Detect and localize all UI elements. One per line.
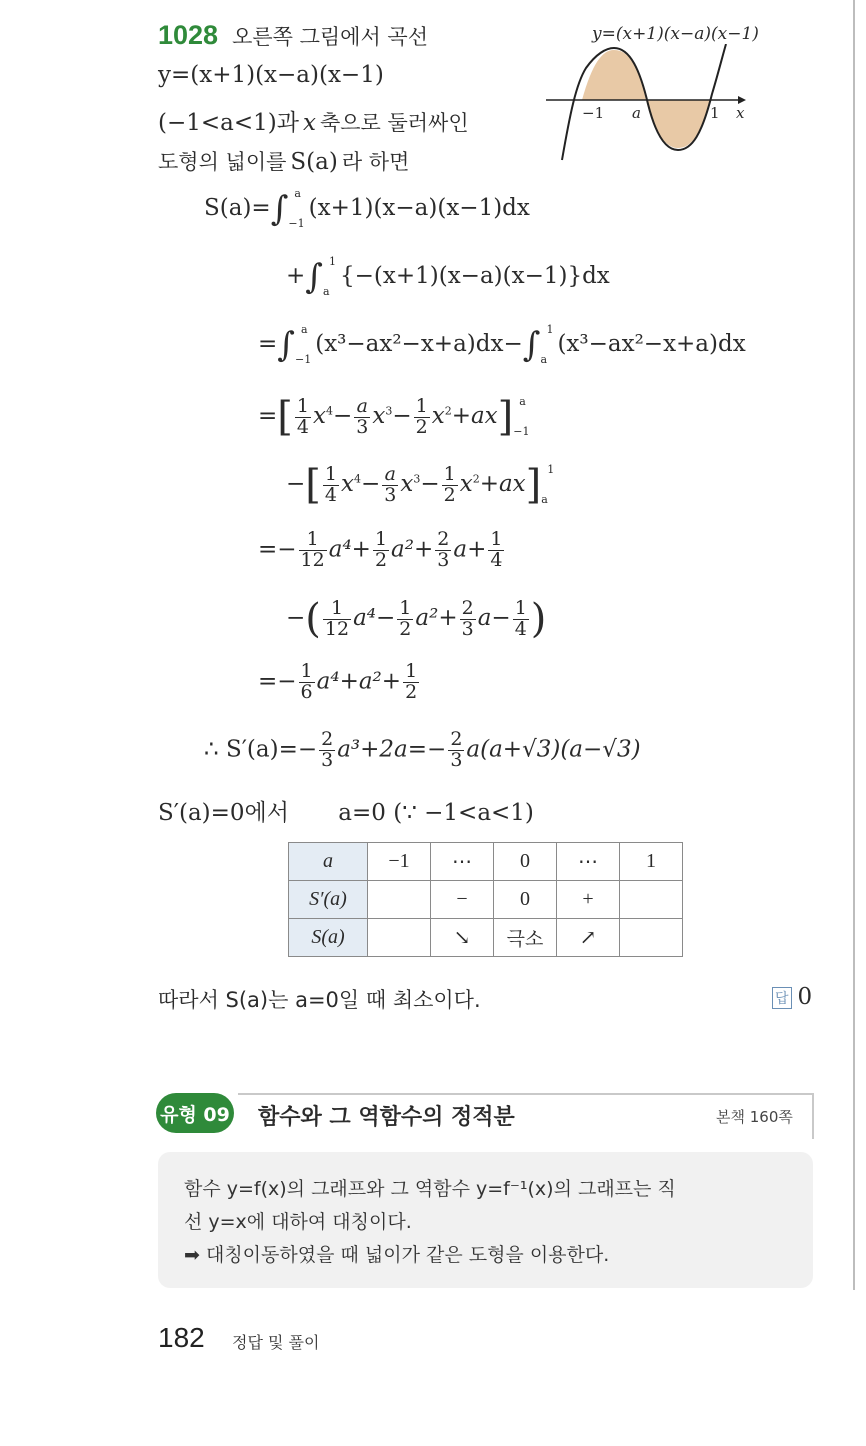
problem-x-var: x — [302, 110, 316, 136]
graph-label-x: x — [736, 104, 745, 122]
solution-line-2 — [286, 256, 610, 298]
integral-body-2: {−(x+1)(x−a)(x−1)}dx — [340, 263, 610, 290]
table-cell: − — [431, 881, 494, 919]
table-cell: ↘ — [431, 919, 494, 957]
type-badge: 유형 09 — [156, 1093, 234, 1133]
integral-body-1: (x+1)(x−a)(x−1)dx — [308, 195, 530, 222]
graph-label-1: 1 — [710, 104, 720, 122]
fraction: $\frac{1}{4}$ — [296, 394, 309, 438]
table-row — [289, 919, 683, 957]
fraction: $\frac{1}{2}$ — [415, 394, 428, 438]
conclusion: 따라서 S(a)는 a=0일 때 최소이다. — [158, 988, 481, 1012]
area-region-right — [646, 100, 710, 148]
table-cell — [620, 919, 683, 957]
integral-sign: ∫ — [277, 325, 295, 366]
table-cell: −1 — [368, 843, 431, 881]
integral-limits: 1 a — [323, 255, 336, 299]
integral-limits: a −1 — [288, 187, 305, 231]
answer-label: 답 — [772, 987, 792, 1009]
integral-limits: a −1 — [295, 323, 312, 367]
area-lhs: S(a)= — [204, 195, 271, 222]
table-header-cell: S(a) — [289, 919, 368, 957]
problem-condition: (−1<a<1)과 — [158, 110, 299, 136]
bracket-limits: a −1 — [513, 394, 530, 438]
x-axis-arrow — [738, 96, 746, 104]
table-header-cell: a — [289, 843, 368, 881]
table-cell — [368, 919, 431, 957]
answer — [772, 984, 812, 1010]
table-header-cell: S′(a) — [289, 881, 368, 919]
integral-sign: ∫ — [522, 325, 541, 366]
solution-line-5: −[ $\frac{1}{4}$ $x^4-$ $\frac{a}{3}$ $x^3-$ $\frac{1}{2}$ $x^2+ax$] 1 a — [286, 462, 555, 508]
zero-condition: S′(a)=0에서 — [158, 800, 289, 826]
problem-area-def: 도형의 넓이를 — [158, 150, 287, 174]
zero-result: a=0 (∵ −1<a<1) — [338, 800, 534, 826]
solution-line-1 — [204, 188, 530, 230]
type-title: 함수와 그 역함수의 정적분 — [258, 1105, 515, 1130]
problem-line-1 — [158, 20, 428, 51]
answer-value: 0 — [797, 984, 813, 1010]
table-cell: 1 — [620, 843, 683, 881]
table-row — [289, 843, 683, 881]
problem-number: 1028 — [158, 20, 219, 50]
graph-label-minus1: −1 — [582, 104, 605, 122]
problem-line-3 — [158, 104, 469, 137]
table-cell — [368, 881, 431, 919]
type-reference: 본책 160쪽 — [716, 1108, 793, 1126]
cubic-graph — [540, 44, 760, 174]
tip-line-1: 함수 y=f(x)의 그래프와 그 역함수 y=f⁻¹(x)의 그래프는 직 — [184, 1178, 676, 1200]
table-cell: 0 — [494, 843, 557, 881]
solution-line-3: =∫ a −1 (x³−ax²−x+a)dx−∫ 1 a (x³−ax²−x+a)dx — [258, 323, 746, 367]
integral-sign: ∫ — [270, 189, 289, 230]
problem-area-symbol: S(a) — [290, 149, 338, 175]
area-region-left — [582, 50, 646, 100]
integral-limits: 1 a — [540, 323, 554, 367]
problem-axis-text: 축으로 둘러싸인 — [319, 111, 469, 135]
plus-sign: + — [286, 263, 306, 290]
fraction: $\frac{a}{3}$ — [356, 394, 369, 438]
integral-sign: ∫ — [305, 257, 323, 298]
tip-line-3: ➡ 대칭이동하였을 때 넓이가 같은 도형을 이용한다. — [184, 1244, 610, 1266]
page-number: 182 — [158, 1322, 205, 1353]
problem-curve: y=(x+1)(x−a)(x−1) — [158, 62, 384, 88]
integral-body-3: (x³−ax²−x+a)dx− — [315, 331, 523, 358]
table-cell: 극소 — [494, 919, 557, 957]
problem-line-4 — [158, 146, 409, 176]
page-label: 정답 및 풀이 — [232, 1333, 320, 1352]
table-cell: + — [557, 881, 620, 919]
solution-line-8: =− $\frac{1}{6}$ a⁴+a²+ $\frac{1}{2}$ — [258, 660, 418, 703]
table-cell: ↗ — [557, 919, 620, 957]
sign-table — [288, 842, 683, 957]
graph-equation: y=(x+1)(x−a)(x−1) — [592, 24, 759, 44]
problem-area-def-end: 라 하면 — [341, 150, 410, 174]
table-cell: ⋯ — [431, 843, 494, 881]
page-edge-rule — [853, 0, 855, 1290]
critical-point-line — [158, 794, 534, 827]
tip-line-2: 선 y=x에 대하여 대칭이다. — [184, 1211, 412, 1233]
integral-body-4: (x³−ax²−x+a)dx — [557, 331, 746, 358]
table-cell — [620, 881, 683, 919]
solution-line-7: −( $\frac{1}{12}$ a⁴− $\frac{1}{2}$ a²+ $\frac{2}{3}$ a− $\frac{1}{4}$ ) — [286, 596, 547, 642]
problem-intro: 오른쪽 그림에서 곡선 — [232, 25, 429, 49]
derivative-line: ∴ S′(a)=− $\frac{2}{3}$ a³+2a=− $\frac{2}{3}$ a(a+√3)(a−√3) — [204, 728, 641, 771]
table-cell: ⋯ — [557, 843, 620, 881]
table-cell: 0 — [494, 881, 557, 919]
graph-label-a: a — [632, 104, 641, 122]
solution-line-4: =[ $\frac{1}{4}$ $x^4-$ $\frac{a}{3}$ $x^3-$ $\frac{1}{2}$ $x^2+ax$] a −1 — [258, 394, 530, 440]
table-row — [289, 881, 683, 919]
solution-line-6: =− $\frac{1}{12}$ a⁴+ $\frac{1}{2}$ a²+ $\frac{2}{3}$ a+ $\frac{1}{4}$ — [258, 528, 503, 571]
